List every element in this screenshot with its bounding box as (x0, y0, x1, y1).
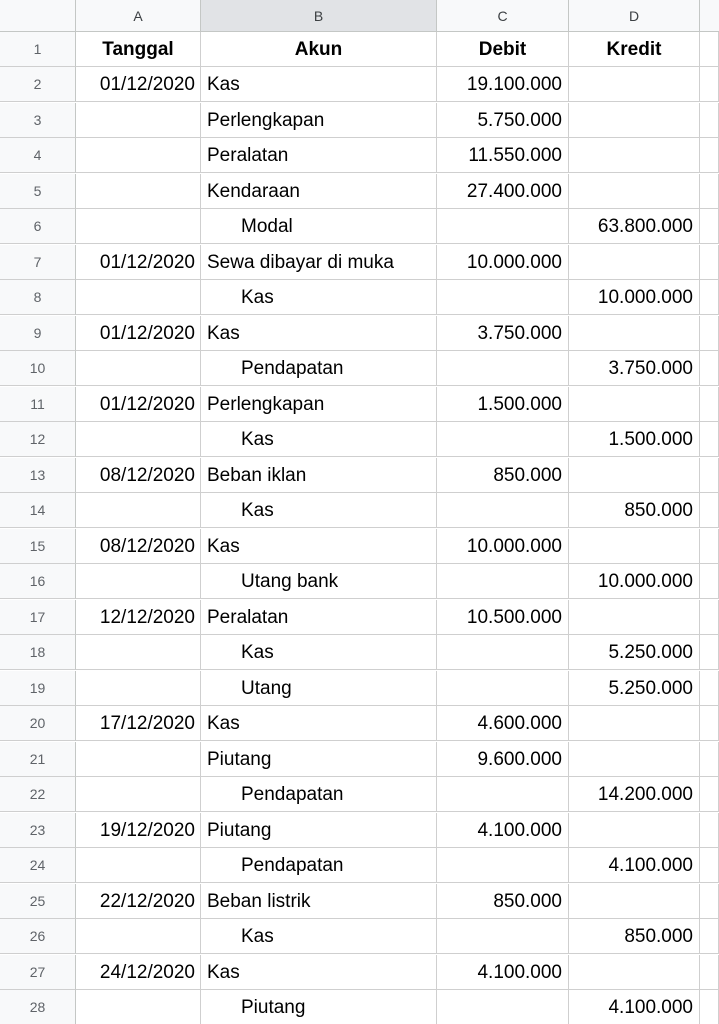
header-kredit[interactable]: Kredit (569, 32, 700, 67)
cell-empty[interactable] (700, 600, 719, 635)
cell-empty[interactable] (700, 955, 719, 990)
cell-akun[interactable]: Kas (201, 529, 437, 564)
table-row (0, 777, 719, 812)
cell-empty[interactable] (700, 32, 719, 67)
header-debit[interactable]: Debit (437, 32, 569, 67)
cell-kredit[interactable] (569, 458, 700, 493)
cell-empty[interactable] (700, 671, 719, 706)
table-row (0, 706, 719, 741)
row-number[interactable]: 1 (0, 32, 76, 67)
table-row (0, 351, 719, 386)
table-row (0, 742, 719, 777)
cell-tanggal[interactable] (76, 990, 201, 1024)
table-row (0, 493, 719, 528)
cell-tanggal[interactable]: 01/12/2020 (76, 245, 201, 280)
row-number[interactable]: 10 (0, 351, 76, 386)
cell-akun[interactable]: Kas (201, 919, 437, 954)
table-row (0, 529, 719, 564)
cell-debit[interactable]: 10.000.000 (437, 529, 569, 564)
cell-akun[interactable]: Utang bank (201, 564, 437, 599)
cell-akun[interactable]: Kendaraan (201, 174, 437, 209)
select-all-corner[interactable] (0, 0, 76, 32)
cell-tanggal[interactable]: 08/12/2020 (76, 458, 201, 493)
cell-debit[interactable]: 4.100.000 (437, 955, 569, 990)
cell-empty[interactable] (700, 103, 719, 138)
cell-empty[interactable] (700, 919, 719, 954)
cell-tanggal[interactable]: 12/12/2020 (76, 600, 201, 635)
cell-tanggal[interactable]: 01/12/2020 (76, 67, 201, 102)
cell-kredit[interactable] (569, 742, 700, 777)
cell-akun[interactable]: Kas (201, 493, 437, 528)
cell-debit[interactable] (437, 493, 569, 528)
table-row (0, 635, 719, 670)
table-row (0, 280, 719, 315)
column-header-c[interactable]: C (437, 0, 569, 32)
cell-empty[interactable] (700, 245, 719, 280)
cell-kredit[interactable]: 5.250.000 (569, 671, 700, 706)
cell-debit[interactable]: 10.500.000 (437, 600, 569, 635)
cell-akun[interactable]: Perlengkapan (201, 103, 437, 138)
row-number[interactable]: 25 (0, 884, 76, 919)
table-row (0, 600, 719, 635)
cell-empty[interactable] (700, 387, 719, 422)
table-row (0, 245, 719, 280)
cell-debit[interactable]: 10.000.000 (437, 245, 569, 280)
row-number[interactable]: 13 (0, 458, 76, 493)
cell-kredit[interactable] (569, 67, 700, 102)
cell-debit[interactable] (437, 635, 569, 670)
column-header-b[interactable]: B (201, 0, 437, 32)
cell-tanggal[interactable] (76, 280, 201, 315)
cell-debit[interactable] (437, 280, 569, 315)
cell-akun[interactable]: Piutang (201, 742, 437, 777)
cell-empty[interactable] (700, 990, 719, 1024)
row-number[interactable]: 11 (0, 387, 76, 422)
table-row (0, 387, 719, 422)
row-number[interactable]: 6 (0, 209, 76, 244)
cell-akun[interactable]: Perlengkapan (201, 387, 437, 422)
cell-empty[interactable] (700, 138, 719, 173)
row-number[interactable]: 15 (0, 529, 76, 564)
row-number[interactable]: 28 (0, 990, 76, 1024)
table-row (0, 919, 719, 954)
cell-tanggal[interactable] (76, 671, 201, 706)
table-row (0, 848, 719, 883)
cell-debit[interactable]: 9.600.000 (437, 742, 569, 777)
header-akun[interactable]: Akun (201, 32, 437, 67)
cell-kredit[interactable] (569, 529, 700, 564)
cell-tanggal[interactable] (76, 919, 201, 954)
cell-empty[interactable] (700, 742, 719, 777)
cell-empty[interactable] (700, 635, 719, 670)
cell-debit[interactable] (437, 671, 569, 706)
cell-kredit[interactable]: 1.500.000 (569, 422, 700, 457)
cell-debit[interactable] (437, 564, 569, 599)
cell-debit[interactable]: 4.100.000 (437, 813, 569, 848)
cell-akun[interactable]: Kas (201, 422, 437, 457)
cell-kredit[interactable]: 63.800.000 (569, 209, 700, 244)
table-row (0, 422, 719, 457)
cell-akun[interactable]: Modal (201, 209, 437, 244)
table-row (0, 316, 719, 351)
table-row (0, 209, 719, 244)
cell-kredit[interactable] (569, 245, 700, 280)
table-row (0, 67, 719, 102)
cell-debit[interactable]: 19.100.000 (437, 67, 569, 102)
row-number[interactable]: 18 (0, 635, 76, 670)
cell-tanggal[interactable] (76, 848, 201, 883)
cell-empty[interactable] (700, 422, 719, 457)
cell-tanggal[interactable] (76, 138, 201, 173)
cell-tanggal[interactable]: 17/12/2020 (76, 706, 201, 741)
table-row (0, 564, 719, 599)
cell-akun[interactable]: Beban listrik (201, 884, 437, 919)
row-number[interactable]: 16 (0, 564, 76, 599)
cell-kredit[interactable]: 3.750.000 (569, 351, 700, 386)
cell-kredit[interactable]: 14.200.000 (569, 777, 700, 812)
row-number[interactable]: 22 (0, 777, 76, 812)
cell-debit[interactable] (437, 848, 569, 883)
cell-kredit[interactable] (569, 600, 700, 635)
cell-empty[interactable] (700, 316, 719, 351)
table-row (0, 138, 719, 173)
row-number[interactable]: 19 (0, 671, 76, 706)
row-number[interactable]: 5 (0, 174, 76, 209)
column-header-a[interactable]: A (76, 0, 201, 32)
cell-kredit[interactable]: 850.000 (569, 493, 700, 528)
cell-tanggal[interactable] (76, 351, 201, 386)
cell-kredit[interactable] (569, 813, 700, 848)
cell-akun[interactable]: Piutang (201, 990, 437, 1024)
cell-tanggal[interactable] (76, 742, 201, 777)
cell-debit[interactable] (437, 777, 569, 812)
cell-debit[interactable] (437, 209, 569, 244)
cell-kredit[interactable] (569, 955, 700, 990)
cell-debit[interactable] (437, 919, 569, 954)
table-row (0, 174, 719, 209)
cell-tanggal[interactable] (76, 493, 201, 528)
cell-debit[interactable]: 1.500.000 (437, 387, 569, 422)
cell-empty[interactable] (700, 493, 719, 528)
cell-empty[interactable] (700, 813, 719, 848)
row-number[interactable]: 23 (0, 813, 76, 848)
cell-empty[interactable] (700, 209, 719, 244)
table-row (0, 671, 719, 706)
cell-debit[interactable]: 850.000 (437, 458, 569, 493)
cell-tanggal[interactable]: 19/12/2020 (76, 813, 201, 848)
cell-akun[interactable]: Sewa dibayar di muka (201, 245, 437, 280)
cell-empty[interactable] (700, 67, 719, 102)
cell-akun[interactable]: Pendapatan (201, 351, 437, 386)
cell-akun[interactable]: Kas (201, 316, 437, 351)
cell-kredit[interactable] (569, 174, 700, 209)
cell-akun[interactable]: Kas (201, 280, 437, 315)
cell-tanggal[interactable]: 01/12/2020 (76, 387, 201, 422)
cell-kredit[interactable] (569, 138, 700, 173)
cell-empty[interactable] (700, 848, 719, 883)
cell-akun[interactable]: Pendapatan (201, 777, 437, 812)
cell-kredit[interactable]: 10.000.000 (569, 280, 700, 315)
column-header-d[interactable]: D (569, 0, 700, 32)
row-number[interactable]: 26 (0, 919, 76, 954)
cell-debit[interactable]: 5.750.000 (437, 103, 569, 138)
cell-kredit[interactable]: 850.000 (569, 919, 700, 954)
cell-empty[interactable] (700, 777, 719, 812)
cell-empty[interactable] (700, 884, 719, 919)
table-header-row (0, 32, 719, 67)
cell-kredit[interactable] (569, 103, 700, 138)
table-row (0, 813, 719, 848)
cell-akun[interactable]: Beban iklan (201, 458, 437, 493)
cell-akun[interactable]: Utang (201, 671, 437, 706)
row-number[interactable]: 27 (0, 955, 76, 990)
cell-tanggal[interactable]: 08/12/2020 (76, 529, 201, 564)
row-number[interactable]: 9 (0, 316, 76, 351)
row-number[interactable]: 2 (0, 67, 76, 102)
cell-empty[interactable] (700, 564, 719, 599)
row-number[interactable]: 8 (0, 280, 76, 315)
cell-kredit[interactable]: 5.250.000 (569, 635, 700, 670)
cell-akun[interactable]: Peralatan (201, 600, 437, 635)
cell-kredit[interactable] (569, 884, 700, 919)
cell-empty[interactable] (700, 529, 719, 564)
cell-kredit[interactable] (569, 706, 700, 741)
cell-kredit[interactable]: 4.100.000 (569, 848, 700, 883)
cell-tanggal[interactable] (76, 209, 201, 244)
cell-debit[interactable]: 27.400.000 (437, 174, 569, 209)
cell-akun[interactable]: Kas (201, 67, 437, 102)
cell-tanggal[interactable]: 24/12/2020 (76, 955, 201, 990)
cell-debit[interactable] (437, 351, 569, 386)
cell-akun[interactable]: Pendapatan (201, 848, 437, 883)
cell-debit[interactable]: 11.550.000 (437, 138, 569, 173)
cell-tanggal[interactable] (76, 174, 201, 209)
cell-kredit[interactable]: 10.000.000 (569, 564, 700, 599)
row-number[interactable]: 24 (0, 848, 76, 883)
header-tanggal[interactable]: Tanggal (76, 32, 201, 67)
cell-debit[interactable]: 3.750.000 (437, 316, 569, 351)
cell-tanggal[interactable] (76, 777, 201, 812)
cell-empty[interactable] (700, 280, 719, 315)
table-row (0, 955, 719, 990)
cell-debit[interactable]: 850.000 (437, 884, 569, 919)
row-number[interactable]: 14 (0, 493, 76, 528)
cell-debit[interactable]: 4.600.000 (437, 706, 569, 741)
cell-empty[interactable] (700, 351, 719, 386)
cell-empty[interactable] (700, 174, 719, 209)
table-row (0, 458, 719, 493)
row-number[interactable]: 21 (0, 742, 76, 777)
row-number[interactable]: 4 (0, 138, 76, 173)
cell-akun[interactable]: Kas (201, 955, 437, 990)
cell-kredit[interactable]: 4.100.000 (569, 990, 700, 1024)
cell-debit[interactable] (437, 422, 569, 457)
cell-debit[interactable] (437, 990, 569, 1024)
row-number[interactable]: 20 (0, 706, 76, 741)
cell-empty[interactable] (700, 706, 719, 741)
column-header-e-partial[interactable] (700, 0, 719, 32)
cell-kredit[interactable] (569, 316, 700, 351)
cell-akun[interactable]: Piutang (201, 813, 437, 848)
column-header-bar (0, 0, 719, 32)
cell-tanggal[interactable]: 22/12/2020 (76, 884, 201, 919)
table-row (0, 103, 719, 138)
row-number[interactable]: 17 (0, 600, 76, 635)
cell-kredit[interactable] (569, 387, 700, 422)
table-row (0, 884, 719, 919)
cell-akun[interactable]: Peralatan (201, 138, 437, 173)
cell-akun[interactable]: Kas (201, 706, 437, 741)
row-number[interactable]: 3 (0, 103, 76, 138)
row-number[interactable]: 7 (0, 245, 76, 280)
cell-tanggal[interactable] (76, 422, 201, 457)
cell-tanggal[interactable] (76, 564, 201, 599)
cell-empty[interactable] (700, 458, 719, 493)
row-number[interactable]: 12 (0, 422, 76, 457)
table-row (0, 990, 719, 1024)
cell-akun[interactable]: Kas (201, 635, 437, 670)
cell-tanggal[interactable] (76, 635, 201, 670)
cell-tanggal[interactable] (76, 103, 201, 138)
cell-tanggal[interactable]: 01/12/2020 (76, 316, 201, 351)
